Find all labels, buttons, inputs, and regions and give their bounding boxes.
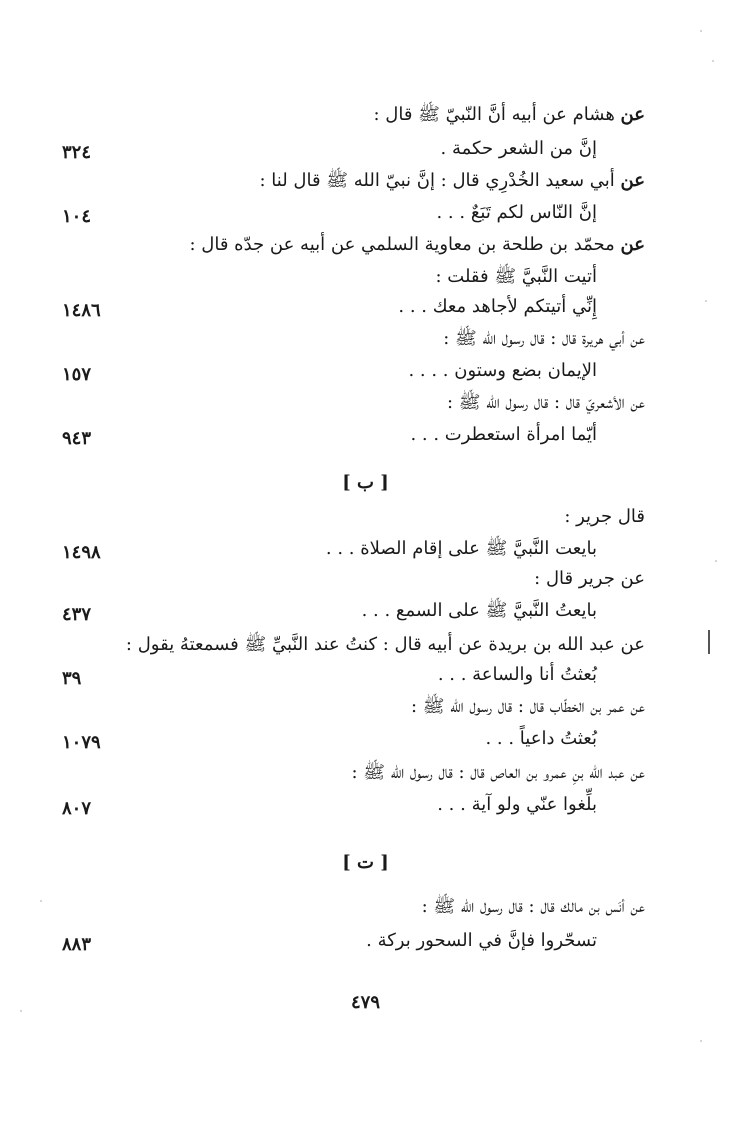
- page-number: ٤٧٩: [350, 992, 380, 1013]
- entry-quote: تسحّروا فإنَّ في السحور بركة .: [366, 930, 597, 951]
- entry-quote: بايعتُ النَّبيَّ ﷺ على السمع . . .: [361, 600, 597, 621]
- entry-number: ٩٤٣: [62, 428, 92, 449]
- entry-number: ٣٢٤: [62, 142, 92, 163]
- entry-quote-continued: إِنِّي أتيتكم لأجاهد معك . . .: [398, 296, 597, 317]
- entry-intro: عن محمّد بن طلحة بن معاوية السلمي عن أبيه عن جدّه قال :: [189, 234, 645, 255]
- entry-number: ٤٣٧: [62, 604, 92, 625]
- entry-quote: الإيمان بضع وستون . . . .: [408, 360, 597, 381]
- entry-number: ١٤٩٨: [62, 542, 101, 563]
- section-heading-t: [ ت ]: [342, 852, 389, 873]
- entry-quote: بُعثتُ داعياً . . .: [485, 728, 597, 749]
- entry-quote: أيّما امرأة استعطرت . . .: [410, 424, 597, 445]
- entry-intro: عن هشام عن أبيه أنَّ النّبيّ ﷺ قال :: [373, 104, 645, 125]
- entry-quote: بُعثتُ أنا والساعة . . .: [437, 664, 597, 685]
- entry-number: ٨٨٣: [62, 934, 92, 955]
- entry-quote: إنَّ النّاس لكم تَبَعٌ . . .: [436, 202, 597, 223]
- entry-intro: عن الأشعريّ قال : قال رسول الله ﷺ :: [447, 392, 645, 413]
- entry-quote: إنَّ من الشعر حكمة .: [440, 138, 597, 159]
- scan-speck: [40, 900, 42, 902]
- binding-mark: [708, 630, 710, 654]
- entry-intro: عن أبي هريرة قال : قال رسول الله ﷺ :: [443, 328, 645, 349]
- entry-intro: عن أنَس بن مالك قال : قال رسول الله ﷺ :: [421, 896, 645, 917]
- entry-intro: عن عبد الله بن بريدة عن أبيه قال : كنتُ عند النَّبيِّ ﷺ فسمعتهُ يقول :: [125, 634, 645, 655]
- section-heading-b: [ ب ]: [342, 472, 389, 493]
- scan-speck: [700, 1040, 702, 1042]
- scan-speck: [20, 1010, 22, 1012]
- entry-quote: بلِّغوا عنّي ولو آية . . .: [437, 794, 597, 815]
- entry-intro: قال جرير :: [564, 506, 645, 527]
- entry-number: ١٠٧٩: [62, 732, 101, 753]
- entry-number: ١٥٧: [62, 364, 92, 385]
- scan-speck: [715, 560, 717, 562]
- entry-intro: عن جرير قال :: [534, 568, 645, 589]
- entry-number: ٨٠٧: [62, 798, 92, 819]
- entry-number: ٣٩: [62, 668, 82, 689]
- entry-quote: أتيت النَّبيَّ ﷺ فقلت :: [435, 266, 597, 287]
- scan-speck: [712, 60, 714, 62]
- entry-number: ١٠٤: [62, 206, 92, 227]
- entry-intro: عن أبي سعيد الخُدْرِي قال : إنَّ نبيّ الله ﷺ قال لنا :: [259, 170, 645, 191]
- entry-intro: عن عبد الله بنِ عمرو بن العاص قال : قال رسول الله ﷺ :: [351, 762, 645, 783]
- scan-speck: [700, 30, 702, 32]
- entry-intro: عن عمر بن الخطّاب قال : قال رسول الله ﷺ :: [410, 696, 645, 717]
- entry-quote: بايعت النَّبيَّ ﷺ على إقام الصلاة . . .: [325, 538, 597, 559]
- entry-number: ١٤٨٦: [62, 300, 101, 321]
- scan-speck: [705, 300, 707, 302]
